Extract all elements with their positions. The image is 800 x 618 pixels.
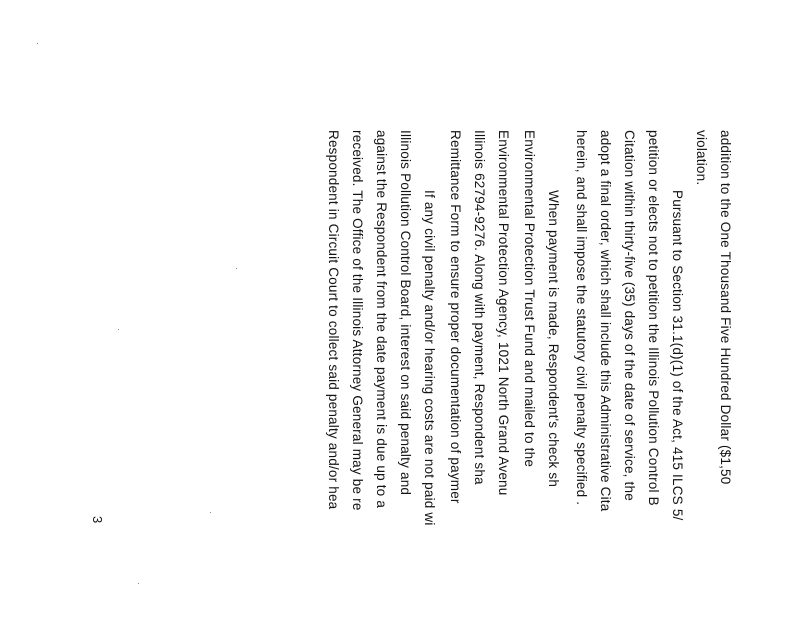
- text-line-6: adopt a final order, which shall include this Administrative Cita: [598, 130, 613, 512]
- scan-speck: [37, 43, 38, 44]
- text-line-16: received. The Office of the Illinois Attorney General may be re: [350, 130, 365, 511]
- text-line-12: Remittance Form to ensure proper documentation of paymer: [448, 130, 463, 504]
- text-line-11: Illinois 62794-9276. Along with payment, Respondent sha: [472, 130, 487, 485]
- text-line-9: Environmental Protection Trust Fund and mailed to the: [522, 130, 537, 468]
- text-line-5: Citation within thirty-five (35) days of the date of service, the: [622, 130, 637, 501]
- text-line-8: When payment is made, Respondent's check sh: [546, 190, 561, 488]
- scan-speck: [210, 512, 211, 513]
- text-line-10: Environmental Protection Agency, 1021 North Grand Avenu: [496, 130, 511, 496]
- text-line-4: petition or elects not to petition the Illinois Pollution Control B: [646, 130, 661, 506]
- text-line-13: If any civil penalty and/or hearing costs are not paid wi: [422, 190, 437, 526]
- page-number: 3: [90, 516, 105, 524]
- text-line-17: Respondent in Circuit Court to collect said penalty and/or hea: [326, 130, 341, 510]
- scan-speck: [236, 268, 237, 269]
- scan-speck: [118, 329, 119, 330]
- text-line-3: Pursuant to Section 31.1(d)(1) of the Act, 415 ILCS 5/: [670, 190, 685, 521]
- text-line-14: Illinois Pollution Control Board, interest on said penalty and: [398, 130, 413, 496]
- text-line-1: addition to the One Thousand Five Hundred Dollar ($1,50: [718, 130, 733, 485]
- text-line-15: against the Respondent from the date payment is due up to a: [374, 130, 389, 509]
- text-line-7: herein, and shall impose the statutory civil penalty specified .: [574, 130, 589, 506]
- scan-speck: [138, 583, 139, 584]
- text-line-2: violation.: [694, 130, 709, 186]
